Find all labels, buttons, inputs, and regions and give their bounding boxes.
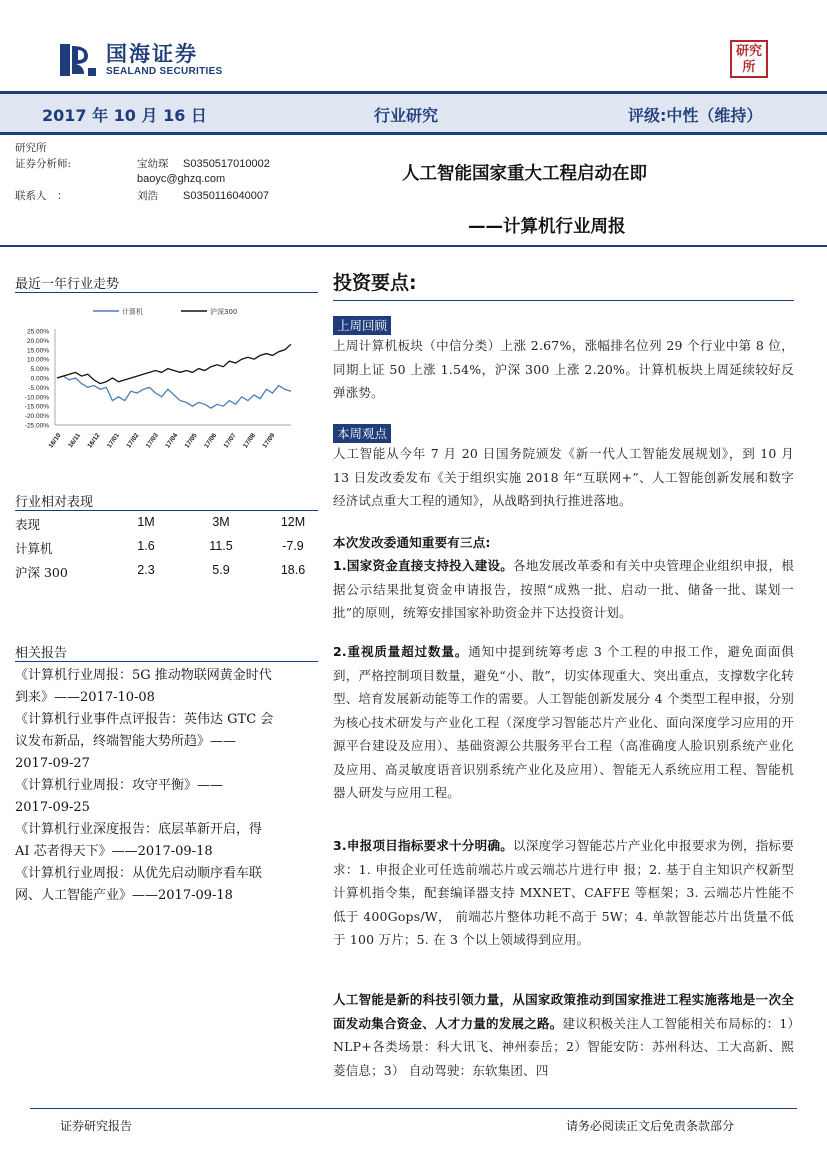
contact-label: 联系人 ： <box>15 190 68 202</box>
analyst-email[interactable]: baoyc@ghzq.com <box>137 173 226 185</box>
x-tick-label: 17/01 <box>105 432 121 450</box>
contact-cert: S0350116040007 <box>183 190 270 202</box>
table-row <box>15 563 315 584</box>
related-report-link[interactable] <box>15 863 311 907</box>
x-tick-label: 17/02 <box>125 432 141 450</box>
company-logo <box>58 40 223 80</box>
x-tick-label: 17/05 <box>183 432 199 450</box>
point-1-bold: 1.国家资金直接支持投入建设。 <box>333 558 514 573</box>
report-title: 人工智能国家重大工程启动在即 <box>402 164 647 184</box>
y-tick-label: 25.00% <box>26 328 49 336</box>
analyst-name: 宝幼琛 <box>137 158 169 170</box>
table-cell: 沪深 300 <box>15 565 68 580</box>
analyst-cert: S0350517010002 <box>183 158 270 170</box>
report-date: 2017 年 10 月 16 日 <box>42 106 207 125</box>
related-reports-list <box>15 665 311 907</box>
y-tick-label: 20.00% <box>26 337 49 345</box>
header-cell: 3M <box>212 515 230 529</box>
last-week-review-tag: 上周回顾 <box>333 316 391 335</box>
report-line: 《计算机行业深度报告：底层革新开启，得 <box>15 822 263 837</box>
x-tick-label: 17/03 <box>144 432 160 450</box>
report-subtitle: ——计算机行业周报 <box>468 217 626 237</box>
point-3-paragraph <box>333 834 794 952</box>
report-line: 《计算机行业事件点评报告：英伟达 GTC 会 <box>15 712 274 727</box>
table-cell: 1.6 <box>137 539 155 553</box>
table-cell: -7.9 <box>282 539 304 553</box>
point-2-paragraph <box>333 640 794 805</box>
related-report-link[interactable] <box>15 665 311 709</box>
report-line: 网、人工智能产业》——2017-09-18 <box>15 888 233 903</box>
performance-section-rule <box>15 510 318 511</box>
footer-divider <box>30 1108 797 1109</box>
legend-label: 沪深300 <box>210 308 238 316</box>
report-line: 《计算机行业周报：从优先启动顺序看车联 <box>15 866 263 881</box>
y-tick-label: 0.00% <box>30 375 49 383</box>
trend-chart-svg <box>15 297 318 457</box>
x-tick-label: 17/08 <box>242 432 258 450</box>
related-report-link[interactable] <box>15 819 311 863</box>
point-3-bold: 3.申报项目指标要求十分明确。 <box>333 838 514 853</box>
x-tick-label: 17/04 <box>164 432 180 450</box>
report-line: 2017-09-27 <box>15 756 90 771</box>
report-line: 《计算机行业周报：攻守平衡》—— <box>15 778 224 793</box>
report-line: AI 芯者得天下》——2017-09-18 <box>15 844 213 859</box>
related-section-rule <box>15 661 318 662</box>
point-1-text: 各地发展改革委和有关中央管理企业组织申报，根据公示结果批复资金申请报告，按照“成熟一批、启动一批、储备一批、谋划一批”的原则，统筹安排国家补助资金并下达投资计划。 <box>333 558 795 620</box>
this-week-view-text: 人工智能从今年 7 月 20 日国务院颁发《新一代人工智能发展规划》，到 10 月 13 日发改委发布《关于组织实施 2018 年“互联网+”、人工智能创新发展和数字经济试点重大工程的通知》，从战略到执行推进落地。 <box>333 446 794 508</box>
legend-label: 计算机 <box>122 308 143 316</box>
y-tick-label: 15.00% <box>26 347 49 355</box>
research-seal-stamp: 研究所 <box>730 40 768 78</box>
y-tick-label: 10.00% <box>26 356 49 364</box>
series-line-hs300 <box>57 344 291 383</box>
header-divider <box>0 245 827 247</box>
contact-name: 刘浩 <box>137 190 158 202</box>
table-cell: 5.9 <box>212 563 230 577</box>
report-line: 议发布新品，终端智能大势所趋》—— <box>15 734 237 749</box>
header-cell: 1M <box>137 515 155 529</box>
trend-section-title: 最近一年行业走势 <box>15 277 120 292</box>
table-cell: 18.6 <box>280 563 306 577</box>
x-tick-label: 17/07 <box>222 432 238 450</box>
series-line-computer <box>57 376 291 408</box>
table-row <box>15 539 315 560</box>
table-cell: 计算机 <box>15 541 53 556</box>
y-tick-label: -15.00% <box>24 403 49 411</box>
table-cell: 2.3 <box>137 563 155 577</box>
report-line: 2017-09-25 <box>15 800 90 815</box>
footer-disclaimer: 请务必阅读正文后免责条款部分 <box>566 1119 735 1133</box>
header-cell: 表现 <box>15 517 41 532</box>
related-report-link[interactable] <box>15 775 311 819</box>
y-tick-label: -20.00% <box>24 413 49 421</box>
y-tick-label: 5.00% <box>30 366 49 374</box>
investment-highlights-title: 投资要点: <box>333 272 417 294</box>
point-3-text: 以深度学习智能芯片产业化申报要求为例，指标要求：1. 申报企业可任选前端芯片或云端芯片进行申 报；2. 基于自主知识产权新型计算机指令集，配套编译器支持 MXNET、CAFFE 等框架；3. 云端芯片性能不低于 400Gops/W， 前端芯片整体功耗不高于 5W；4. 单款智能芯片出货量不低于 100 万片；5. 在 3 个以上领域得到应用。 <box>333 838 795 947</box>
performance-table <box>15 515 315 584</box>
report-line: 《计算机行业周报：5G 推动物联网黄金时代 <box>15 668 272 683</box>
this-week-view-tag: 本周观点 <box>333 424 391 443</box>
trend-section-rule <box>15 292 318 293</box>
report-banner <box>0 91 827 135</box>
institute-label: 研究所 <box>15 142 47 154</box>
logo-chinese-name: 国海证券 <box>106 42 198 66</box>
report-type: 行业研究 <box>374 106 439 125</box>
y-tick-label: -25.00% <box>24 422 49 430</box>
last-week-review-text: 上周计算机板块（中信分类）上涨 2.67%，涨幅排名位列 29 个行业中第 8 位，同期上证 50 上涨 1.54%，沪深 300 上涨 2.20%。计算机板块上周延续较好反弹涨势。 <box>333 338 794 400</box>
report-line: 到来》——2017-10-08 <box>15 690 155 705</box>
x-tick-label: 16/10 <box>47 432 63 450</box>
x-tick-label: 17/09 <box>261 432 277 450</box>
conclusion-text: 建议积极关注人工智能相关布局标的：1）NLP+各类场景：科大讯飞、神州泰岳；2）智能安防：苏州科达、工大高新、熙菱信息；3） 自动驾驶：东软集团、四 <box>333 1015 794 1078</box>
three-points-heading-text: 本次发改委通知重要有三点: <box>333 535 491 550</box>
table-cell: 11.5 <box>209 539 233 553</box>
three-points-heading <box>333 531 794 555</box>
performance-section-title: 行业相对表现 <box>15 495 94 510</box>
footer-label: 证券研究报告 <box>60 1119 133 1133</box>
x-tick-label: 16/11 <box>67 432 83 450</box>
point-2-bold: 2.重视质量超过数量。 <box>333 644 469 659</box>
investment-title-rule <box>333 300 794 301</box>
conclusion-paragraph <box>333 988 794 1082</box>
y-tick-label: -10.00% <box>24 394 49 402</box>
performance-header-row <box>15 515 315 536</box>
point-1-paragraph <box>333 554 794 625</box>
x-tick-label: 17/06 <box>203 432 219 450</box>
header-cell: 12M <box>280 515 306 529</box>
report-rating: 评级:中性（维持） <box>628 106 763 125</box>
x-tick-label: 16/12 <box>86 432 102 450</box>
related-section-title: 相关报告 <box>15 646 68 661</box>
related-report-link[interactable] <box>15 709 311 775</box>
analyst-label: 证券分析师: <box>15 158 72 170</box>
industry-trend-chart <box>15 297 318 457</box>
logo-english-name: SEALAND SECURITIES <box>106 66 223 77</box>
sealand-logo-icon <box>58 40 98 80</box>
y-tick-label: -5.00% <box>28 384 49 392</box>
point-2-text: 通知中提到统筹考虑 3 个工程的申报工作，避免面面俱到，严格控制项目数量，避免“小、散”，切实体现重大、突出重点，支撑数字化转型、培育发展新动能等工作的需要。人工智能创新发展分 4 个类型工程申报，分别为核心技术研发与产业化工程（深度学习智能芯片产业化、面向深度学习应用的开源平台建设及应用）、基础资源公共服务平台工程（高准确度人脸识别系统产业化及应用、高灵敏度语音识别系统产业化及应用）、智能无人系统应用工程、智能机器人研发与应用工程。 <box>333 644 795 800</box>
conclusion-bold: 人工智能是新的科技引领力量，从国家政策推动到国家推进工程实施落地是一次全面发动集合资金、人才力量的发展之路。 <box>333 992 794 1031</box>
